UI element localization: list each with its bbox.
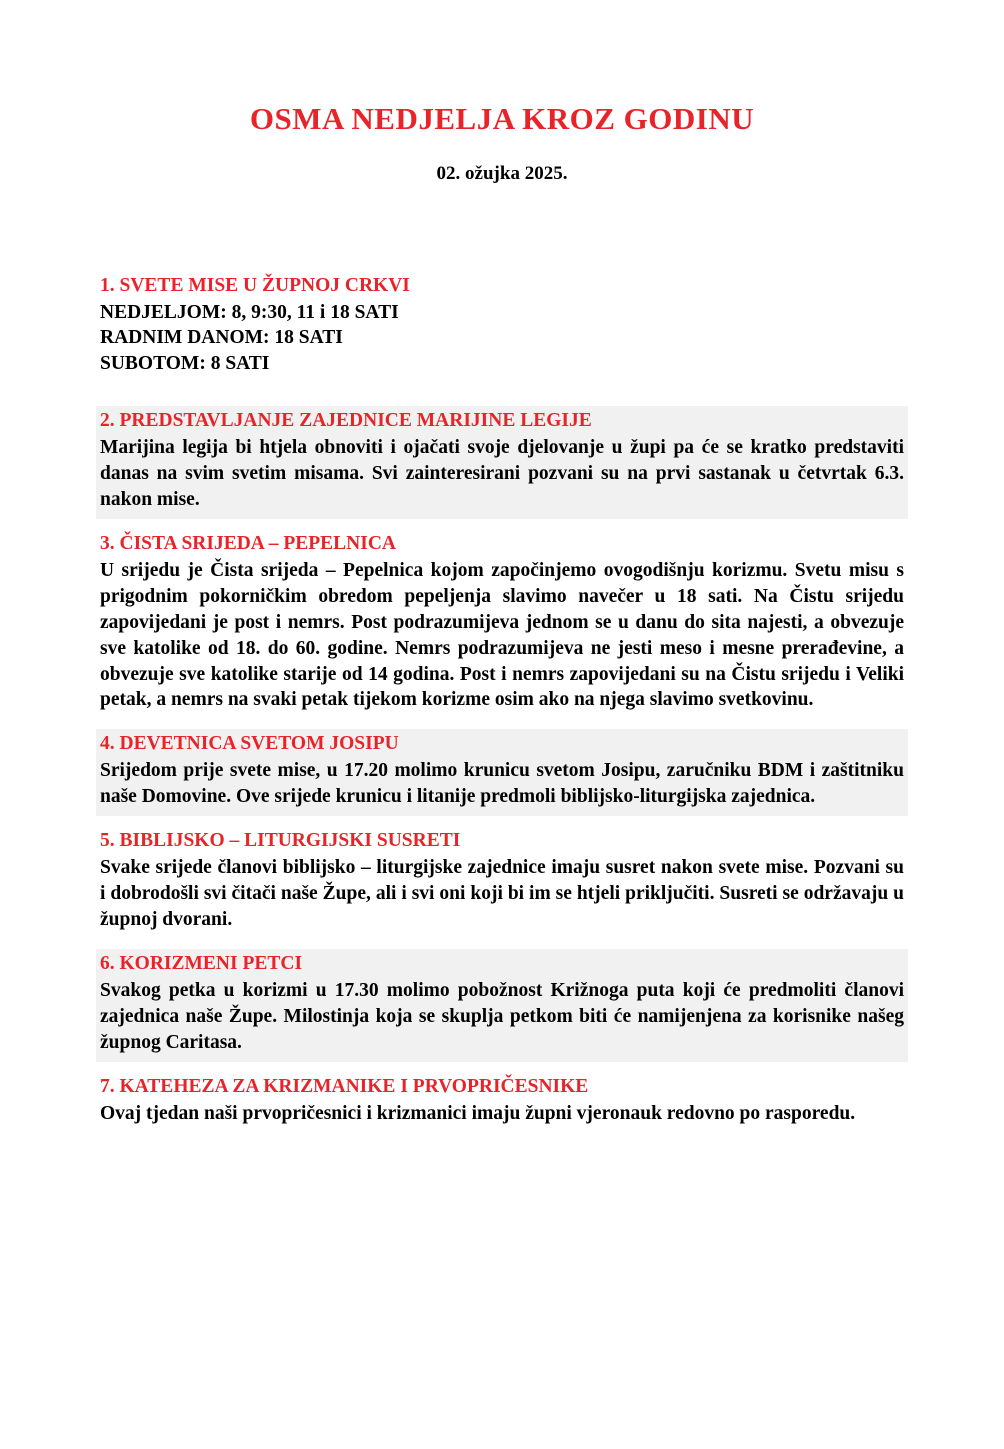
section-1-lines: [100, 300, 904, 376]
section-6-body: Svakog petka u korizmi u 17.30 molimo pobožnost Križnoga puta koji će predmoliti članovi zajednica naše Župe. Milostinja koja se skuplja petkom biti će namijenjena za korisnike našeg župnog Caritasa.: [100, 979, 904, 1053]
section-1-line-3: SUBOTOM: 8 SATI: [100, 352, 270, 374]
document-date: 02. ožujka 2025.: [436, 163, 568, 185]
section-6: [96, 949, 908, 1062]
section-7: [96, 1072, 908, 1133]
section-2-body: Marijina legija bi htjela obnoviti i ojačati svoje djelovanje u župi pa će se kratko predstaviti danas na svim svetim misama. Svi zainteresirani pozvani su na prvi sastanak u četvrtak 6.3. nakon mise.: [100, 437, 904, 510]
section-4: [96, 729, 908, 816]
page-title: OSMA NEDJELJA KROZ GODINU: [249, 101, 755, 136]
section-1-line-2: RADNIM DANOM: 18 SATI: [100, 327, 343, 349]
section-1-line-1: NEDJELJOM: 8, 9:30, 11 i 18 SATI: [100, 302, 399, 324]
sections-list: [96, 271, 908, 1132]
section-1-heading: 1. SVETE MISE U ŽUPNOJ CRKVI: [100, 275, 410, 297]
section-2-heading: 2. PREDSTAVLJANJE ZAJEDNICE MARIJINE LEGIJE: [100, 410, 592, 432]
section-5-heading: 5. BIBLIJSKO – LITURGIJSKI SUSRETI: [100, 830, 461, 852]
spacer: [96, 392, 908, 406]
section-3-heading: 3. ČISTA SRIJEDA – PEPELNICA: [100, 532, 396, 554]
section-5-body: Svake srijede članovi biblijsko – liturgijske zajednice imaju susret nakon svete mise. Pozvani su i dobrodošli svi čitači naše Župe, ali i svi oni koji bi im se htjeli priključiti. Susreti se održavaju u župnoj dvorani.: [100, 857, 904, 930]
section-3: [96, 529, 908, 719]
section-4-heading: 4. DEVETNICA SVETOM JOSIPU: [100, 733, 399, 755]
section-7-body: Ovaj tjedan naši prvopričesnici i krizmanici imaju župni vjeronauk redovno po rasporedu.: [100, 1102, 856, 1124]
section-7-heading: 7. KATEHEZA ZA KRIZMANIKE I PRVOPRIČESNIKE: [100, 1075, 589, 1097]
section-2: [96, 406, 908, 519]
section-1: [96, 271, 908, 382]
section-4-body: Srijedom prije svete mise, u 17.20 molimo krunicu svetom Josipu, zaručniku BDM i zaštitniku naše Domovine. Ove srijede krunicu i litanije predmoli biblijsko-liturgijska zajednica.: [100, 760, 904, 808]
section-3-body: U srijedu je Čista srijeda – Pepelnica kojom započinjemo ovogodišnju korizmu. Svetu misu s prigodnim pokorničkim obredom pepeljenja slavimo navečer u 18 sati. Na Čistu srijedu zapovijedani je post i nemrs. Post podrazumijeva jednom se u danu do sita najesti, a obvezuje sve katolike od 18. do 60. godine. Nemrs podrazumijeva ne jesti meso i mesne prerađevine, a obvezuje sve katolike starije od 14 godina. Post i nemrs zapovijedani su na Čistu srijedu i Veliki petak, a nemrs na svaki petak tijekom korizme osim ako na njega slavimo svetkovinu.: [100, 559, 904, 711]
section-5: [96, 826, 908, 939]
section-6-heading: 6. KORIZMENI PETCI: [100, 952, 303, 974]
